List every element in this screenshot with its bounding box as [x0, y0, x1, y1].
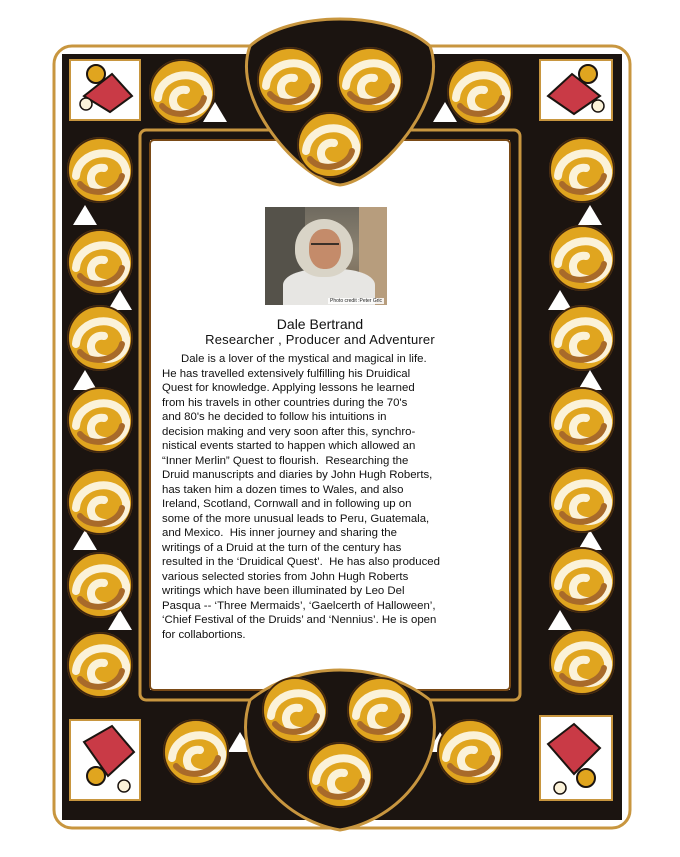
corner-figure-bottom-left: [70, 720, 140, 800]
bio-line: resulted in the ‘Druidical Quest’. He has also produced: [162, 556, 440, 568]
bio-line: ‘Chief Festival of the Druids’ and ‘Nennius’. He is open: [162, 614, 437, 626]
bio-line: Ireland, Scotland, Cornwall and in following up on: [162, 498, 412, 510]
bio-line: and Mexico. His inner journey and sharing the: [162, 527, 397, 539]
bio-line: nistical events started to happen which allowed an: [162, 440, 416, 452]
bio-line: some of the more unusual leads to Peru, Guatemala,: [162, 512, 430, 525]
person-name: Dale Bertrand: [276, 316, 364, 332]
corner-figure-top-left: [70, 60, 140, 120]
bio-line: writings which have been illuminated by Leo Del: [162, 585, 405, 597]
bio-line: Dale is a lover of the mystical and magical in life.: [162, 353, 427, 365]
bio-line: Pasqua -- ‘Three Mermaids’, ‘Gaelcerth of Halloween’,: [162, 599, 436, 612]
bio-text: [162, 352, 498, 642]
photo-face: [309, 229, 341, 269]
bio-line: Druid manuscripts and diaries by John Hugh Roberts,: [162, 469, 433, 481]
bio-line: writings of a Druid at the turn of the century has: [162, 541, 402, 554]
profile-photo: [265, 207, 387, 305]
bio-line: Quest for knowledge. Applying lessons he learned: [162, 382, 415, 394]
corner-figure-top-right: [540, 60, 612, 120]
photo-glasses: [311, 243, 339, 249]
bio-line: for collabortions.: [162, 628, 246, 641]
bio-line: “Inner Merlin” Quest to flourish. Researching the: [162, 454, 409, 467]
bio-line: various selected stories from John Hugh Roberts: [162, 570, 409, 583]
bio-line: and 80's he decided to follow his intuitions in: [162, 411, 387, 423]
bio-line: decision making and very soon after this, synchro-: [162, 425, 416, 438]
corner-figure-bottom-right: [540, 716, 612, 800]
person-role: Researcher , Producer and Adventurer: [205, 332, 435, 347]
bio-line: He has travelled extensively fulfilling his Druidical: [162, 367, 411, 380]
bio-line: from his travels in other countries during the 70's: [162, 396, 408, 409]
photo-credit: Photo credit :Peter Gric: [330, 298, 382, 304]
bio-line: has taken him a dozen times to Wales, and also: [162, 483, 404, 496]
